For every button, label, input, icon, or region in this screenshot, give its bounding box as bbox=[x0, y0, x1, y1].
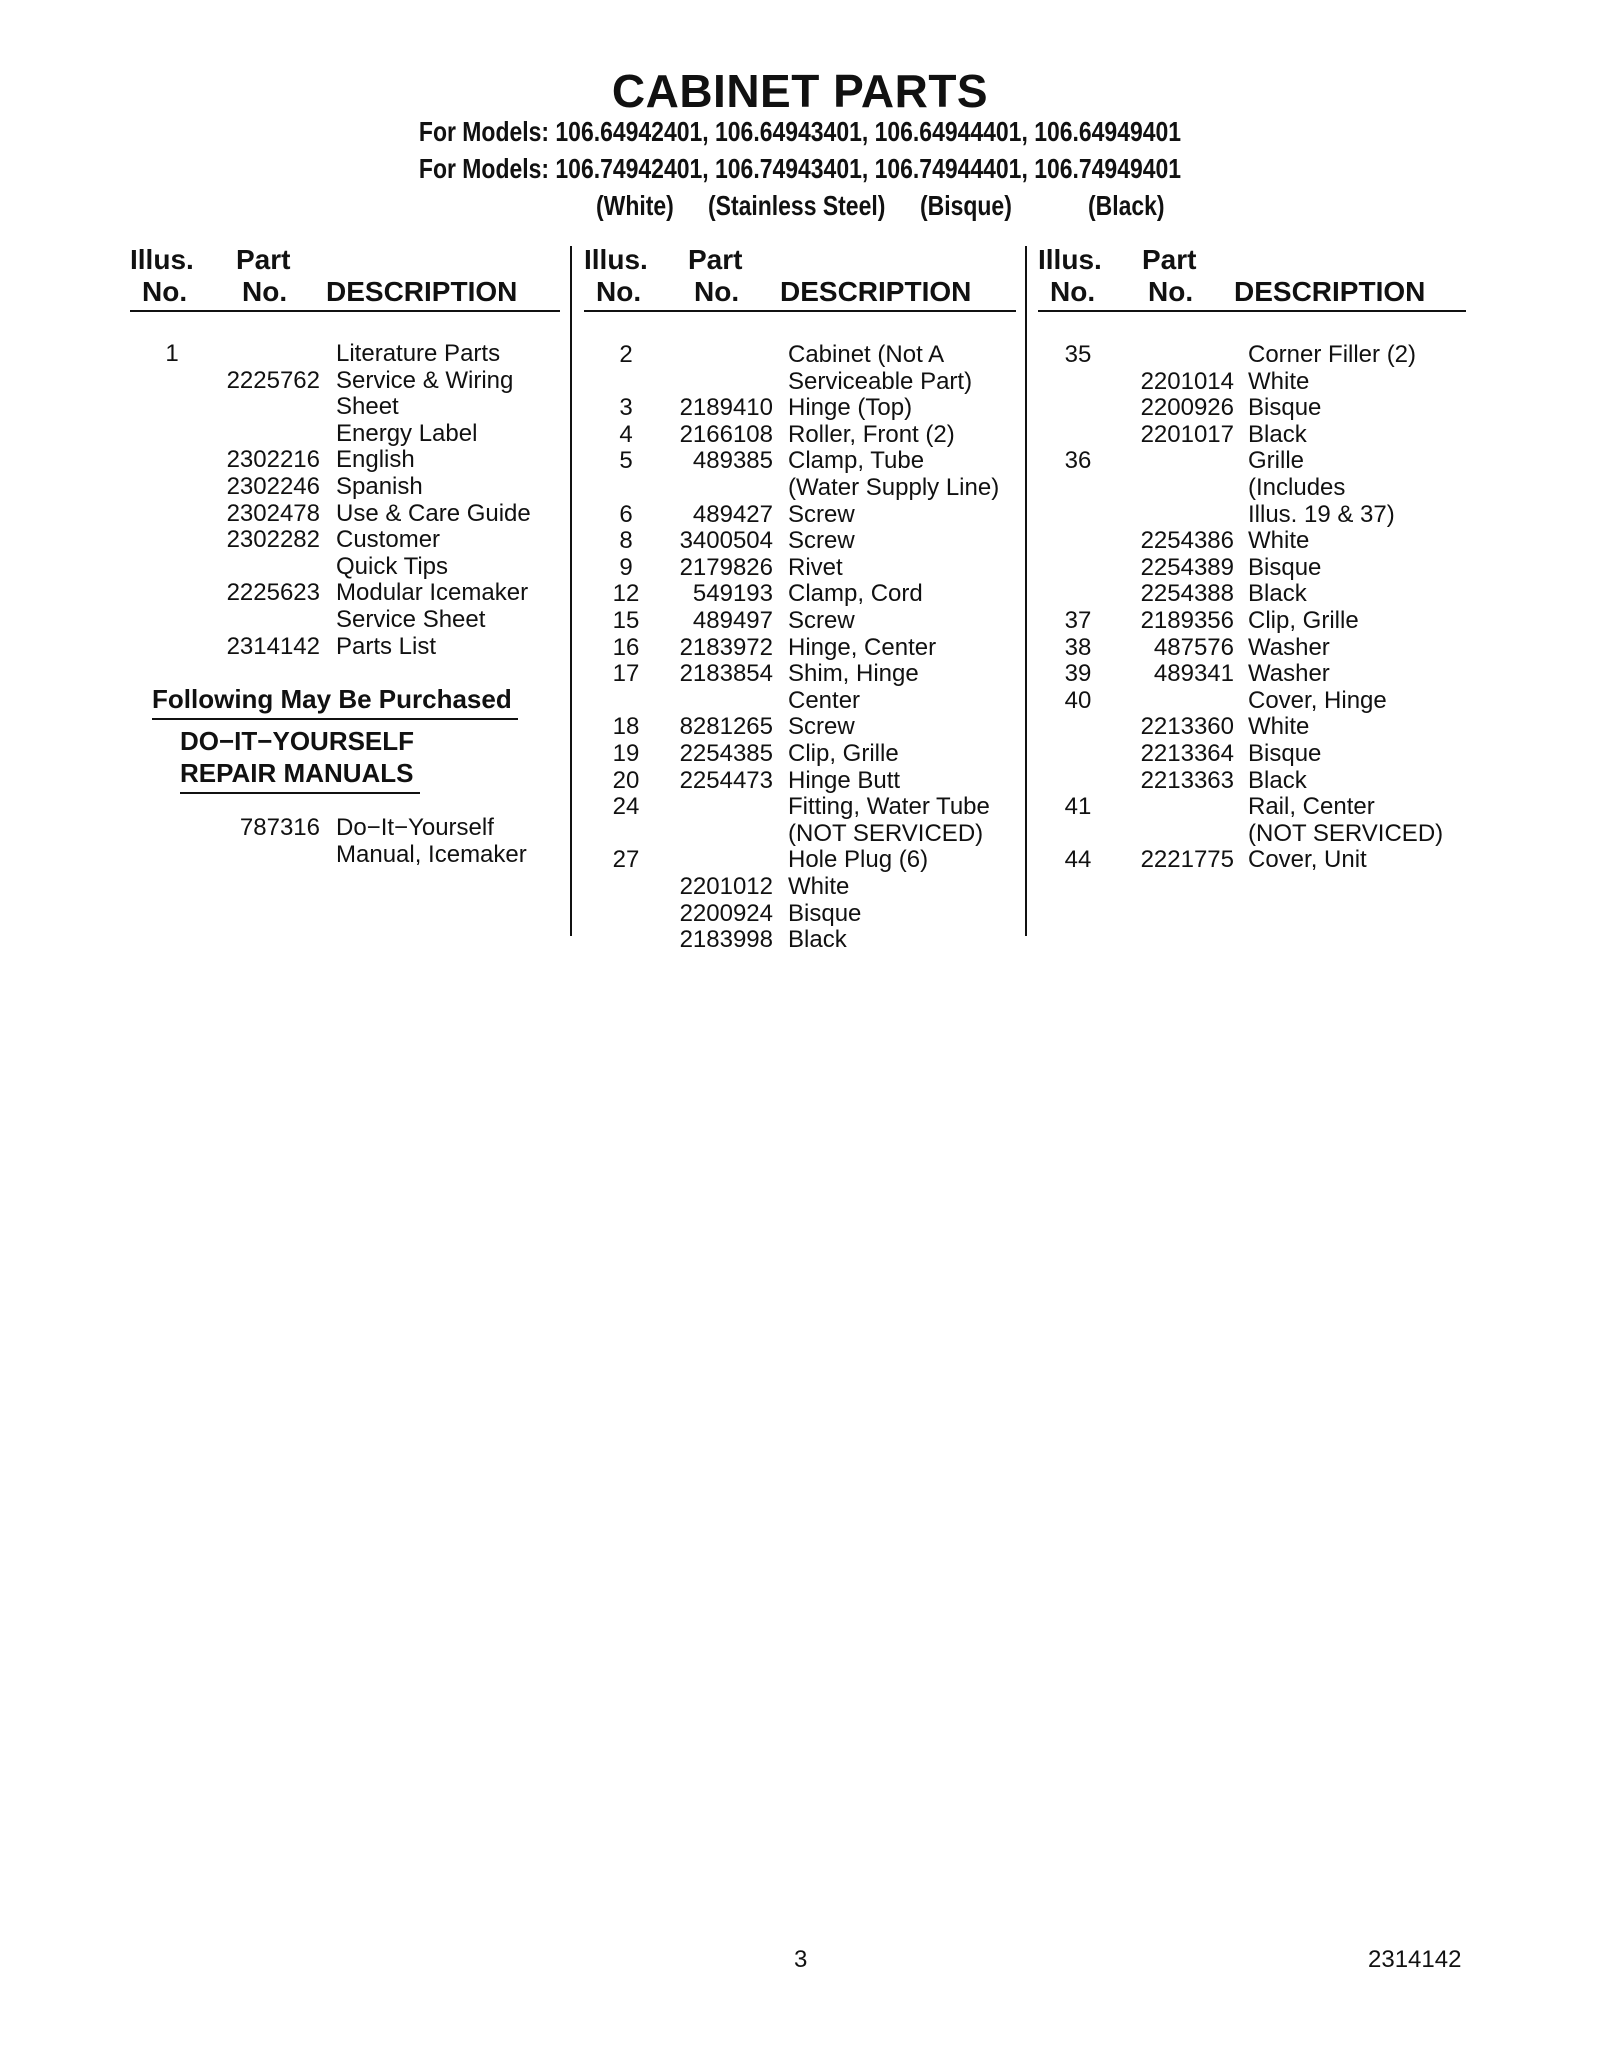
part-description: Black bbox=[1248, 420, 1307, 448]
part-number: 2183972 bbox=[679, 633, 773, 661]
part-row bbox=[0, 394, 1600, 421]
part-description: Do−It−Yourself bbox=[336, 814, 494, 841]
models-line-1: For Models: 106.64942401, 106.64943401, 106.64944401, 106.64949401 bbox=[418, 116, 1182, 147]
part-description: Hinge (Top) bbox=[788, 394, 913, 422]
part-description: Washer bbox=[1248, 633, 1330, 661]
part-description: Modular Icemaker bbox=[336, 579, 529, 607]
part-description: Serviceable Part) bbox=[788, 367, 973, 395]
part-number: 2201012 bbox=[679, 873, 773, 900]
illus-number: 44 bbox=[1064, 846, 1092, 874]
part-description: Clip, Grille bbox=[788, 740, 899, 767]
part-description: Use & Care Guide bbox=[336, 499, 531, 527]
part-number: 2302478 bbox=[226, 499, 320, 527]
part-description: (Water Supply Line) bbox=[788, 474, 1000, 501]
illus-number: 27 bbox=[612, 846, 640, 874]
finish-bisque: (Bisque) bbox=[920, 190, 1012, 221]
part-row bbox=[0, 846, 1600, 873]
part-description: Clamp, Cord bbox=[788, 580, 923, 608]
diy-heading-2: REPAIR MANUALS bbox=[180, 758, 414, 788]
illus-number: 9 bbox=[619, 553, 633, 581]
part-number: 487576 bbox=[1153, 633, 1234, 661]
part-description: Cabinet (Not A bbox=[788, 341, 945, 368]
part-row bbox=[0, 527, 1600, 554]
part-number: 2200926 bbox=[1140, 394, 1234, 422]
part-description: Black bbox=[1248, 580, 1307, 608]
part-description: Cover, Hinge bbox=[1248, 686, 1387, 714]
part-description: Customer bbox=[336, 526, 441, 554]
part-row bbox=[0, 713, 1600, 740]
part-description: Rivet bbox=[788, 553, 843, 581]
page-title: CABINET PARTS bbox=[611, 65, 989, 117]
part-description: Spanish bbox=[336, 473, 423, 500]
part-number: 489497 bbox=[692, 607, 773, 634]
header-illus: Illus. No. bbox=[1038, 244, 1102, 307]
diy-heading-1: DO−IT−YOURSELF bbox=[180, 726, 415, 756]
part-description: Service & Wiring bbox=[336, 366, 514, 394]
illus-number: 12 bbox=[612, 580, 640, 608]
part-description: Shim, Hinge bbox=[788, 660, 919, 688]
illus-number: 20 bbox=[612, 766, 640, 794]
part-number: 489427 bbox=[692, 500, 773, 528]
page-number: 3 bbox=[794, 1946, 808, 1973]
part-description: (NOT SERVICED) bbox=[1248, 819, 1444, 847]
part-number: 2302216 bbox=[226, 446, 320, 474]
illus-number: 35 bbox=[1064, 341, 1092, 368]
part-description: Washer bbox=[1248, 660, 1330, 688]
illus-number: 18 bbox=[612, 713, 640, 741]
part-description: Clip, Grille bbox=[1248, 607, 1359, 634]
part-description: Quick Tips bbox=[336, 552, 449, 580]
illus-number: 37 bbox=[1064, 607, 1092, 634]
part-description: Grille bbox=[1248, 447, 1305, 475]
part-number: 489385 bbox=[692, 447, 773, 475]
header-part: Part No. bbox=[688, 244, 743, 307]
part-number: 2189410 bbox=[679, 394, 773, 422]
part-number: 2314142 bbox=[226, 632, 320, 660]
illus-number: 16 bbox=[612, 633, 640, 661]
part-description: Screw bbox=[788, 527, 855, 555]
part-row bbox=[0, 474, 1600, 501]
part-description: Hole Plug (6) bbox=[788, 846, 929, 874]
part-number: 549193 bbox=[692, 580, 773, 608]
part-row bbox=[0, 447, 1600, 474]
illus-number: 2 bbox=[619, 341, 633, 368]
part-description: Rail, Center bbox=[1248, 793, 1375, 821]
models-line-2: For Models: 106.74942401, 106.74943401, 106.74944401, 106.74949401 bbox=[418, 153, 1182, 184]
part-row bbox=[0, 900, 1600, 927]
part-number: 8281265 bbox=[679, 713, 773, 741]
part-description: Sheet bbox=[336, 393, 399, 421]
illus-number: 5 bbox=[619, 447, 633, 475]
part-row bbox=[0, 873, 1600, 900]
part-number: 2254385 bbox=[679, 740, 773, 767]
part-number: 2201017 bbox=[1140, 420, 1234, 448]
part-number: 2201014 bbox=[1140, 367, 1234, 395]
header-part: Part No. bbox=[236, 244, 291, 307]
part-description: Center bbox=[788, 686, 861, 714]
part-description: Manual, Icemaker bbox=[336, 840, 527, 868]
part-row bbox=[0, 926, 1600, 953]
part-description: Roller, Front (2) bbox=[788, 420, 955, 448]
following-heading: Following May Be Purchased bbox=[152, 684, 512, 714]
illus-number: 36 bbox=[1064, 447, 1092, 475]
header-underline-3 bbox=[1038, 310, 1466, 312]
part-row bbox=[0, 634, 1600, 661]
part-number: 2254473 bbox=[679, 766, 773, 794]
part-row bbox=[0, 341, 1600, 368]
part-description: Screw bbox=[788, 607, 855, 634]
part-description: White bbox=[1248, 367, 1310, 395]
part-description: Parts List bbox=[336, 632, 437, 660]
illus-number: 15 bbox=[612, 607, 640, 634]
part-number: 3400504 bbox=[679, 527, 773, 555]
illus-number: 17 bbox=[612, 660, 640, 688]
part-description: Bisque bbox=[788, 899, 862, 927]
header-description: DESCRIPTION bbox=[780, 276, 972, 307]
header-part: Part No. bbox=[1142, 244, 1197, 307]
part-number: 2225623 bbox=[226, 579, 320, 607]
part-number: 2166108 bbox=[679, 420, 773, 448]
part-description: Fitting, Water Tube bbox=[788, 793, 990, 821]
part-description: Screw bbox=[788, 500, 855, 528]
finish-white: (White) bbox=[596, 190, 674, 221]
part-number: 2183998 bbox=[679, 926, 773, 954]
illus-number: 38 bbox=[1064, 633, 1092, 661]
part-description: White bbox=[1248, 713, 1310, 741]
finish-black: (Black) bbox=[1088, 190, 1165, 221]
part-number: 2213363 bbox=[1140, 766, 1234, 794]
part-number: 2302246 bbox=[226, 473, 320, 500]
part-description: Black bbox=[788, 926, 847, 954]
header-underline-2 bbox=[584, 310, 1016, 312]
part-number: 489341 bbox=[1153, 660, 1234, 688]
part-row bbox=[0, 554, 1600, 581]
document-number: 2314142 bbox=[1368, 1946, 1462, 1973]
part-description: (NOT SERVICED) bbox=[788, 819, 984, 847]
part-description: Illus. 19 & 37) bbox=[1248, 500, 1395, 528]
part-description: Bisque bbox=[1248, 740, 1322, 767]
part-number: 2302282 bbox=[226, 526, 320, 554]
illus-number: 3 bbox=[619, 394, 633, 422]
part-description: White bbox=[1248, 527, 1310, 555]
part-number: 2254389 bbox=[1140, 553, 1234, 581]
part-description: Bisque bbox=[1248, 394, 1322, 422]
part-number: 2179826 bbox=[679, 553, 773, 581]
part-description: Cover, Unit bbox=[1248, 846, 1367, 874]
part-description: Screw bbox=[788, 713, 855, 741]
finish-stainless-steel: (Stainless Steel) bbox=[708, 190, 886, 221]
part-number: 2183854 bbox=[679, 660, 773, 688]
part-description: Service Sheet bbox=[336, 606, 486, 633]
part-number: 2213364 bbox=[1140, 740, 1234, 767]
header-description: DESCRIPTION bbox=[326, 276, 518, 307]
part-row bbox=[0, 607, 1600, 634]
part-number: 2200924 bbox=[679, 899, 773, 927]
part-row bbox=[0, 368, 1600, 395]
part-description: Literature Parts bbox=[336, 340, 501, 367]
part-description: (Includes bbox=[1248, 474, 1346, 501]
header-underline-1 bbox=[130, 310, 560, 312]
part-row bbox=[0, 421, 1600, 448]
illus-number: 40 bbox=[1064, 686, 1092, 714]
part-description: Hinge, Center bbox=[788, 633, 937, 661]
part-description: Black bbox=[1248, 766, 1307, 794]
part-description: Hinge Butt bbox=[788, 766, 901, 794]
part-row bbox=[0, 501, 1600, 528]
illus-number: 1 bbox=[165, 340, 179, 367]
part-description: White bbox=[788, 873, 850, 900]
illus-number: 4 bbox=[619, 420, 633, 448]
part-row bbox=[0, 793, 1600, 820]
illus-number: 8 bbox=[619, 527, 633, 555]
header-description: DESCRIPTION bbox=[1234, 276, 1426, 307]
part-row bbox=[0, 767, 1600, 794]
part-number: 787316 bbox=[239, 814, 320, 841]
illus-number: 41 bbox=[1064, 793, 1092, 821]
part-row bbox=[0, 687, 1600, 714]
part-description: Energy Label bbox=[336, 419, 478, 447]
part-row bbox=[0, 820, 1600, 847]
header-illus: Illus. No. bbox=[130, 244, 194, 307]
header-illus: Illus. No. bbox=[584, 244, 648, 307]
part-description: Bisque bbox=[1248, 553, 1322, 581]
part-number: 2254386 bbox=[1140, 527, 1234, 555]
part-description: Corner Filler (2) bbox=[1248, 341, 1417, 368]
part-number: 2213360 bbox=[1140, 713, 1234, 741]
part-number: 2225762 bbox=[226, 366, 320, 394]
illus-number: 39 bbox=[1064, 660, 1092, 688]
illus-number: 24 bbox=[612, 793, 640, 821]
part-description: Clamp, Tube bbox=[788, 447, 925, 475]
part-row bbox=[0, 660, 1600, 687]
part-number: 2221775 bbox=[1140, 846, 1234, 874]
part-number: 2189356 bbox=[1140, 607, 1234, 634]
part-row bbox=[0, 580, 1600, 607]
illus-number: 6 bbox=[619, 500, 633, 528]
part-row bbox=[0, 740, 1600, 767]
part-description: English bbox=[336, 446, 415, 474]
part-number: 2254388 bbox=[1140, 580, 1234, 608]
illus-number: 19 bbox=[612, 740, 640, 767]
